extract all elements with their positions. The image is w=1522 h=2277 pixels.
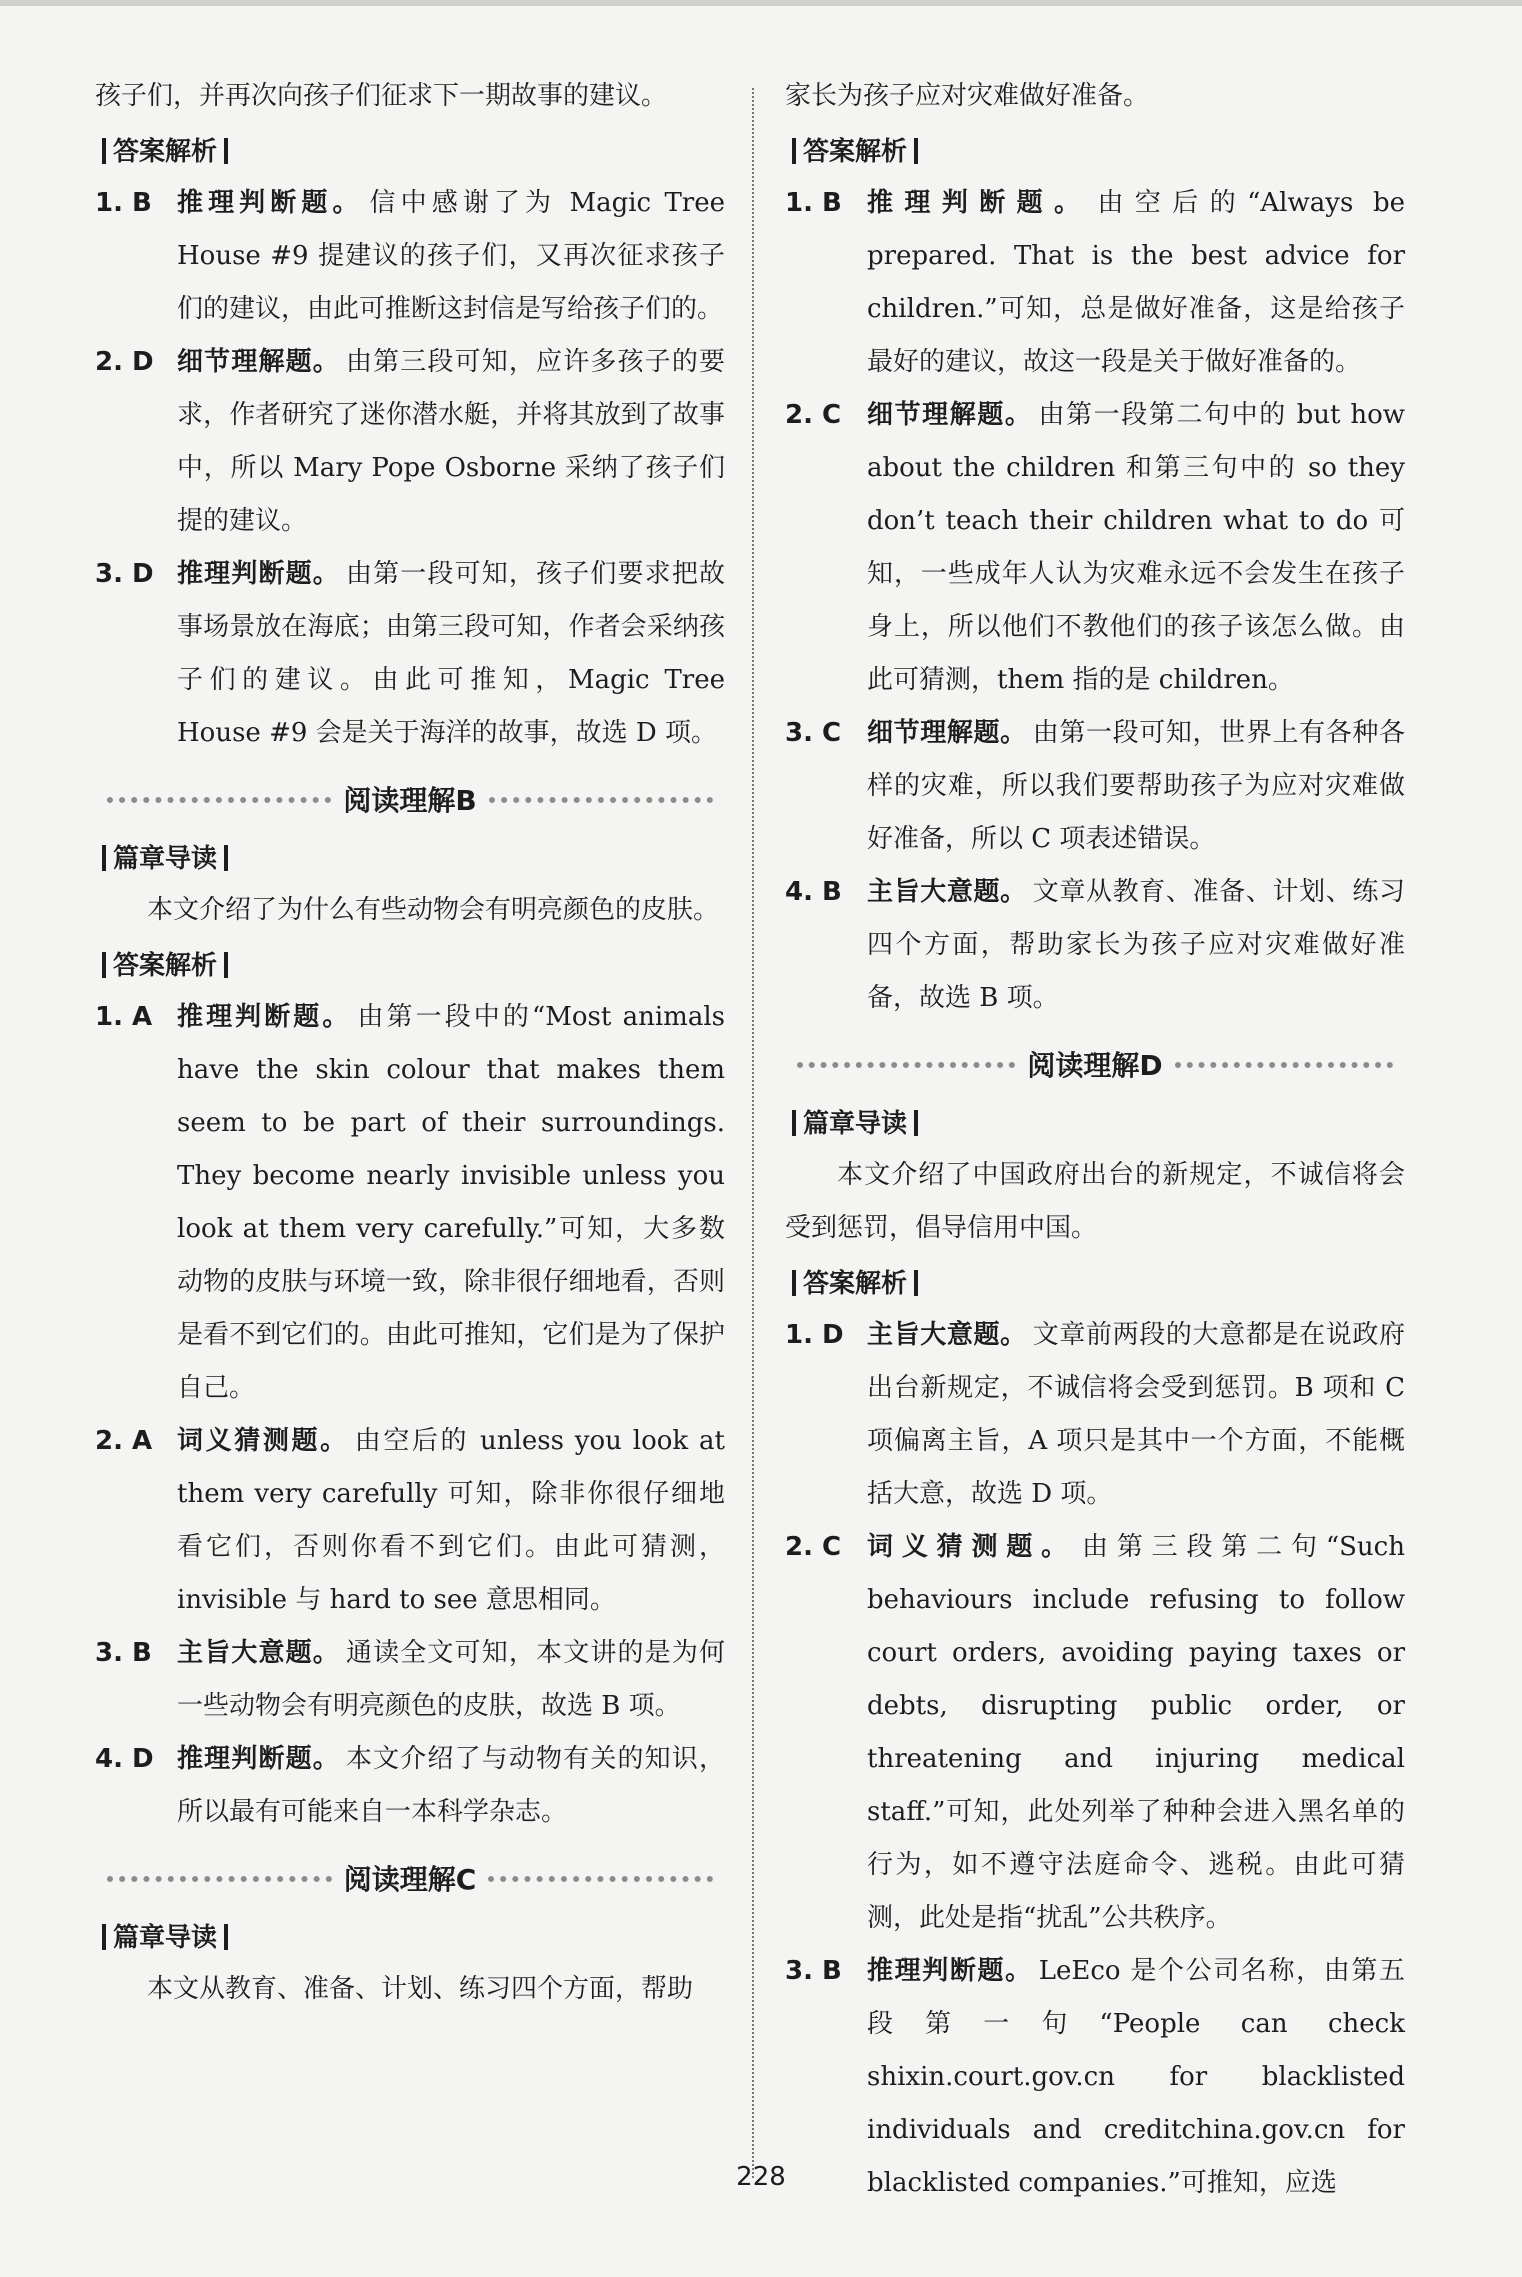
section-heading-c: 阅读理解C [95, 1849, 725, 1909]
answer-item: 1. A 推理判断题。 由第一段中的“Most animals have the skin colour that makes them seem to be part of their surroundings. They become nearly invisible unless you look at them very carefully.”可知，大多数动物的皮肤与环境一致，除非很仔细地看，否则是看不到它们的。由此可推知，它们是为了保护自己。 [95, 1002, 725, 1403]
answer-tag: 答案解析 [95, 129, 725, 175]
answer-item: 2. C 细节理解题。 由第一段第二句中的 but how about the children 和第三句中的 so they don’t teach their children what to do 可知，一些成年人认为灾难永远不会发生在孩子身上，所以他们不教他们的孩子该怎么做。由此可猜测，them 指的是 children。 [785, 400, 1405, 695]
answer-item: 1. B 推理判断题。 信中感谢了为 Magic Tree House #9 提建议的孩子们，又再次征求孩子们的建议，由此可推断这封信是写给孩子们的。 [95, 188, 725, 324]
guide-text-d: 本文介绍了中国政府出台的新规定，不诚信将会受到惩罚，倡导信用中国。 [785, 1160, 1405, 1243]
guide-tag: 篇章导读 [785, 1101, 1405, 1147]
answer-item: 4. B 主旨大意题。 文章从教育、准备、计划、练习四个方面，帮助家长为孩子应对灾难做好准备，故选 B 项。 [785, 877, 1405, 1013]
answer-item: 3. B 主旨大意题。 通读全文可知，本文讲的是为何一些动物会有明亮颜色的皮肤，故选 B 项。 [95, 1638, 725, 1721]
guide-text-b: 本文介绍了为什么有些动物会有明亮颜色的皮肤。 [147, 895, 720, 925]
left-column [95, 70, 725, 2016]
answer-list-d [785, 1309, 1405, 2210]
guide-text-c: 本文从教育、准备、计划、练习四个方面，帮助 [147, 1974, 694, 2004]
answer-tag: 答案解析 [785, 1261, 1405, 1307]
answer-item: 3. C 细节理解题。 由第一段可知，世界上有各种各样的灾难，所以我们要帮助孩子为应对灾难做好准备，所以 C 项表述错误。 [785, 718, 1405, 854]
answer-item: 1. D 主旨大意题。 文章前两段的大意都是在说政府出台新规定，不诚信将会受到惩罚。B 项和 C 项偏离主旨，A 项只是其中一个方面，不能概括大意，故选 D 项。 [785, 1320, 1405, 1509]
answer-item: 4. D 推理判断题。 本文介绍了与动物有关的知识，所以最有可能来自一本科学杂志。 [95, 1744, 725, 1827]
intro-tail: 孩子们，并再次向孩子们征求下一期故事的建议。 [95, 81, 668, 111]
right-column [785, 70, 1405, 2210]
answer-list-c [785, 177, 1405, 1025]
answer-tag: 答案解析 [785, 129, 1405, 175]
answer-item: 2. D 细节理解题。 由第三段可知，应许多孩子的要求，作者研究了迷你潜水艇，并将其放到了故事中，所以 Mary Pope Osborne 采纳了孩子们提的建议。 [95, 347, 725, 536]
page-number: 228 [736, 2162, 786, 2192]
top-rule [0, 0, 1522, 6]
column-divider [752, 88, 754, 2178]
answer-item: 2. C 词义猜测题。 由第三段第二句“Such behaviours include refusing to follow court orders, avoiding paying taxes or debts, disrupting public order, or threatening and injuring medical staff.”可知，此处列举了种种会进入黑名单的行为，如不遵守法庭命令、逃税。由此可猜测，此处是指“扰乱”公共秩序。 [785, 1532, 1405, 1933]
answer-list-b [95, 991, 725, 1839]
guide-text-c-continued: 家长为孩子应对灾难做好准备。 [785, 81, 1150, 111]
answer-list-a [95, 177, 725, 760]
answer-item: 1. B 推理判断题。 由空后的“Always be prepared. That is the best advice for children.”可知，总是做好准备，这是给孩子最好的建议，故这一段是关于做好准备的。 [785, 188, 1405, 377]
answer-item: 2. A 词义猜测题。 由空后的 unless you look at them very carefully 可知，除非你很仔细地看它们，否则你看不到它们。由此可猜测，invisible 与 hard to see 意思相同。 [95, 1426, 725, 1615]
section-heading-b: 阅读理解B [95, 770, 725, 830]
guide-tag: 篇章导读 [95, 836, 725, 882]
answer-tag: 答案解析 [95, 943, 725, 989]
guide-tag: 篇章导读 [95, 1915, 725, 1961]
answer-item: 3. B 推理判断题。 LeEco 是个公司名称，由第五段第一句“People can check shixin.court.gov.cn for blacklisted individuals and creditchina.gov.cn for blacklisted companies.”可推知，应选 [785, 1956, 1405, 2198]
section-heading-d: 阅读理解D [785, 1035, 1405, 1095]
answer-item: 3. D 推理判断题。 由第一段可知，孩子们要求把故事场景放在海底；由第三段可知，作者会采纳孩子们的建议。由此可推知，Magic Tree House #9 会是关于海洋的故事，故选 D 项。 [95, 559, 725, 748]
